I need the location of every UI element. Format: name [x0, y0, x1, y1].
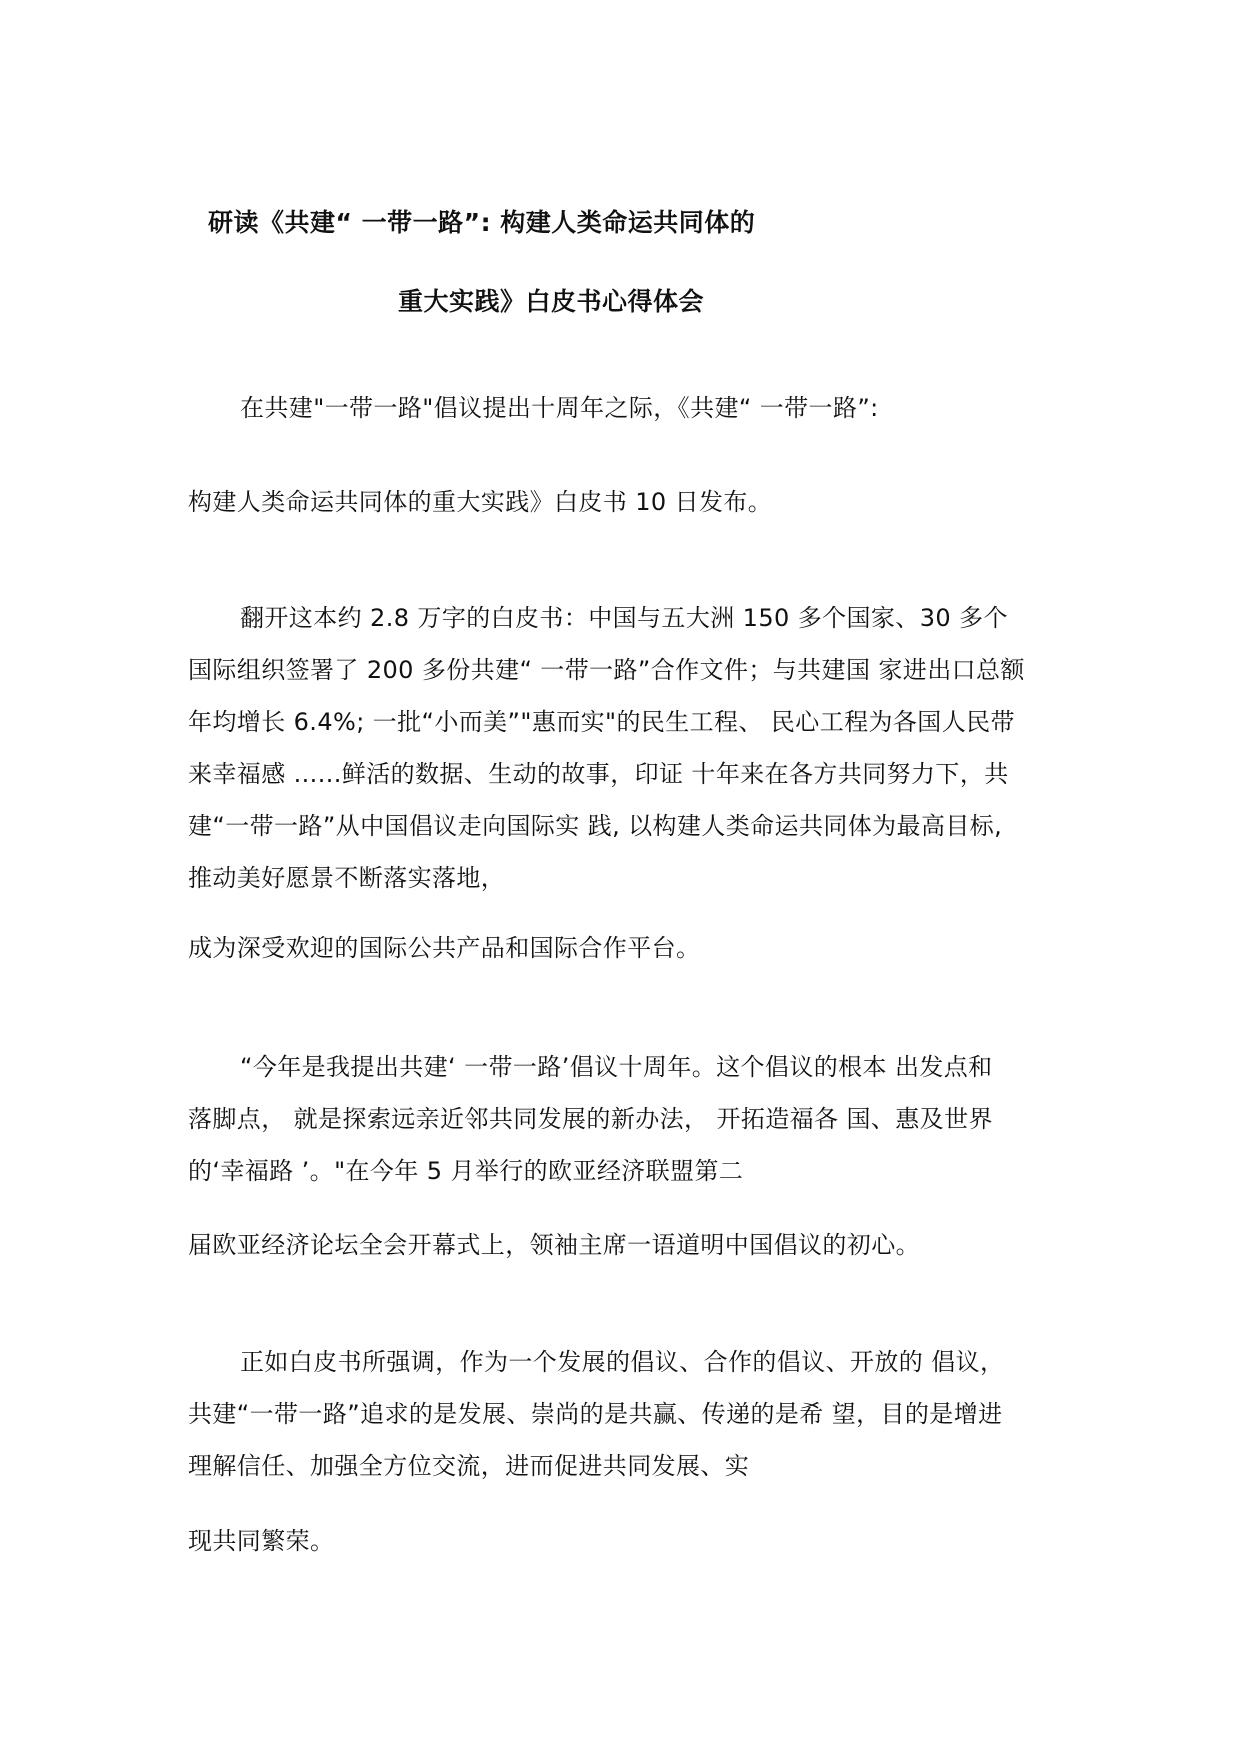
- paragraph-2-line-6: 推动美好愿景不断落实落地，: [188, 864, 506, 892]
- paragraph-1-line-2: 构建人类命运共同体的重大实践》白皮书 10 日发布。: [188, 488, 773, 516]
- paragraph-2-line-5: 建“一带一路”从中国倡议走向国际实 践, 以构建人类命运共同体为最高目标,: [188, 812, 1003, 840]
- paragraph-1-line-1: 在共建"一带一路"倡议提出十周年之际，《共建“ 一带一路”:: [240, 394, 879, 422]
- paragraph-4-line-2: 共建“一带一路”追求的是发展、崇尚的是共赢、传递的是希 望，目的是增进: [188, 1400, 1003, 1428]
- paragraph-4-line-3: 理解信任、加强全方位交流，进而促进共同发展、实: [188, 1452, 750, 1480]
- paragraph-2-line-1: 翻开这本约 2.8 万字的白皮书：中国与五大洲 150 多个国家、30 多个: [240, 604, 1008, 632]
- document-title-line-2: 重大实践》白皮书心得体会: [398, 287, 705, 316]
- document-title-line-1: 研读《共建“ 一带一路”: 构建人类命运共同体的: [208, 208, 756, 237]
- paragraph-2-line-4: 来幸福感 ......鲜活的数据、生动的故事，印证 十年来在各方共同努力下，共: [188, 760, 1009, 788]
- paragraph-3-line-3: 的‘幸福路 ’。"在今年 5 月举行的欧亚经济联盟第二: [188, 1157, 744, 1185]
- paragraph-2-line-7: 成为深受欢迎的国际公共产品和国际合作平台。: [188, 934, 701, 962]
- paragraph-3-line-1: “今年是我提出共建‘ 一带一路’倡议十周年。这个倡议的根本 出发点和: [240, 1053, 993, 1081]
- paragraph-2-line-2: 国际组织签署了 200 多份共建“ 一带一路”合作文件；与共建国 家进出口总额: [188, 656, 1025, 684]
- paragraph-2-line-3: 年均增长 6.4%; 一批“小而美”"惠而实"的民生工程、 民心工程为各国人民带: [188, 708, 1015, 736]
- paragraph-3-line-2: 落脚点， 就是探索远亲近邻共同发展的新办法， 开拓造福各 国、惠及世界: [188, 1105, 993, 1133]
- paragraph-3-line-4: 届欧亚经济论坛全会开幕式上，领袖主席一语道明中国倡议的初心。: [188, 1231, 920, 1259]
- paragraph-4-line-4: 现共同繁荣。: [188, 1527, 335, 1555]
- paragraph-4-line-1: 正如白皮书所强调，作为一个发展的倡议、合作的倡议、开放的 倡议，: [240, 1348, 1005, 1376]
